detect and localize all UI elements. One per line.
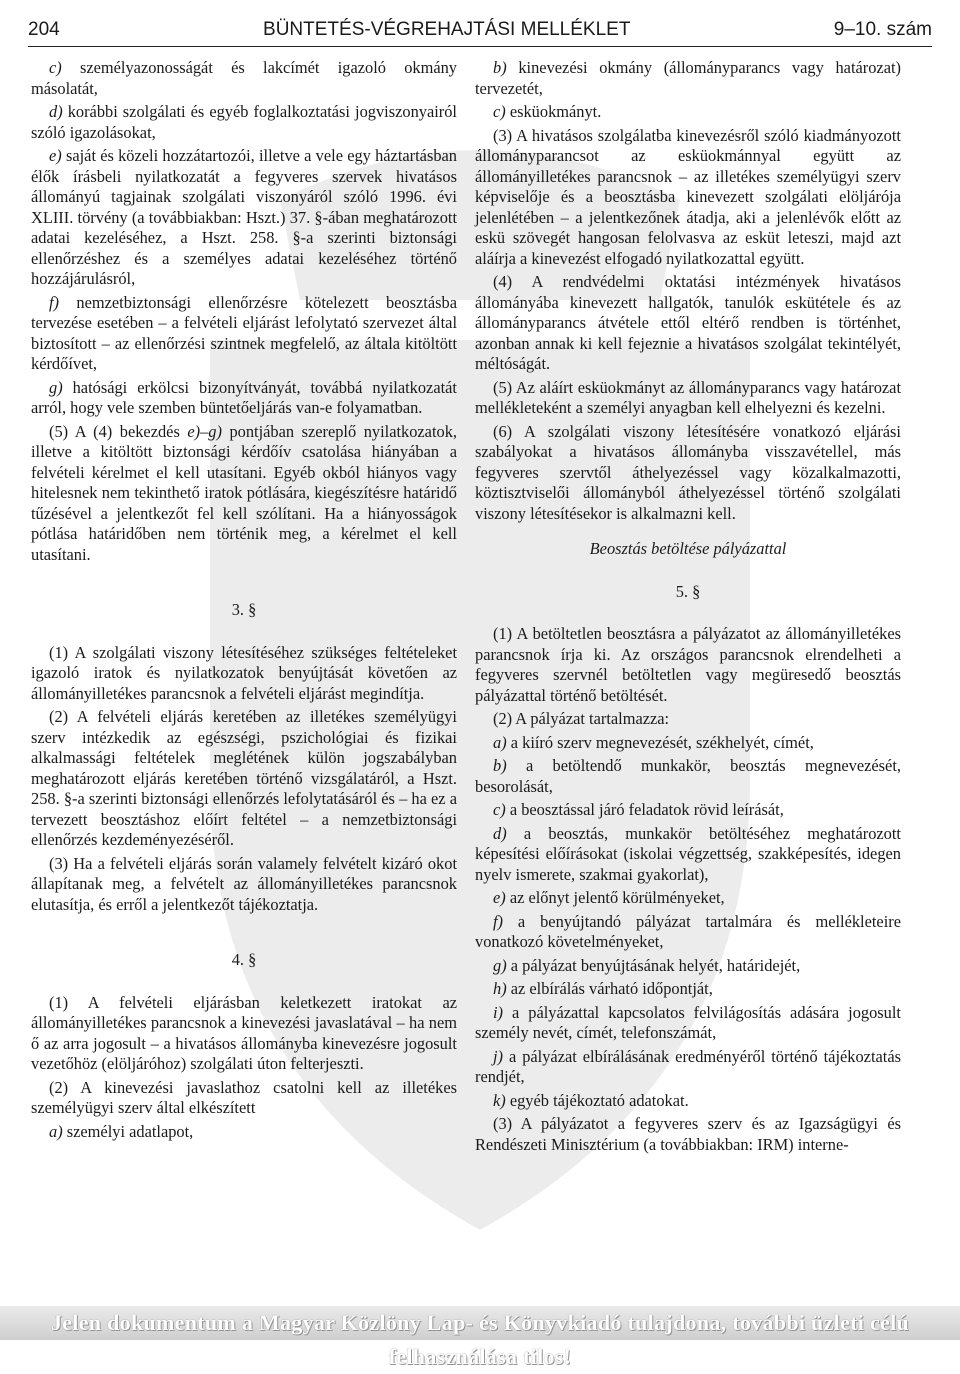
issue-number: 9–10. szám: [833, 19, 932, 40]
list-item: b) kinevezési okmány (állományparancs vagy határozat) tervezetét,: [475, 58, 901, 98]
section-subtitle: Beosztás betöltése pályázattal: [589, 539, 787, 558]
list-item: d) a beosztás, munkakör betöltéséhez meghatározott képesítési előírásokat (iskolai végzettség, szakképesítés, idegen nyelv ismerete, szakmai gyakorlat),: [475, 823, 901, 884]
list-item: e) saját és közeli hozzátartozói, illetve a vele egy háztartásban élők írásbeli nyilatkozatát a fegyveres szervek hivatásos állományú tagjainak szolgálati viszonyáról szóló 1996. évi XLIII. törvény (a továbbiakban: Hszt.) 37. §-ában meghatározott adatai kezeléséhez, a Hszt. 258. §-a szerinti biztonsági ellenőrzéshez és a személyes adatai kezeléséhez történő hozzájárulásról,: [31, 146, 457, 288]
paragraph: (6) A szolgálati viszony létesítésére vonatkozó eljárási szabályokat a hivatásos állományba visszavétellel, más fegyveres szervtől áthelyezéssel vagy közalkalmazotti, köztisztviselői állományból áthelyezéssel történő szolgálati viszony létesítésekor is alkalmazni kell.: [475, 421, 901, 523]
paragraph: (2) A kinevezési javaslathoz csatolni kell az illetékes személyügyi szerv által elkészített: [31, 1077, 457, 1117]
list-item: c) esküokmányt.: [493, 102, 602, 121]
list-item: g) a pályázat benyújtásának helyét, határidejét,: [493, 955, 801, 975]
page-header: [28, 14, 932, 47]
list-item: f) nemzetbiztonsági ellenőrzésre kötelezett beosztásba tervezése esetében – a felvételi eljárást lefolytató szervezet által biztosított – az ellenőrzési szintnek megfelelő, az általa kitöltött kérdőívet,: [31, 292, 457, 373]
paragraph: (5) A (4) bekezdés e)–g) pontjában szereplő nyilatkozatok, illetve a kitöltött biztonsági kérdőív csatolása hiányában a felvételi kérelmet el kell utasítani. Egyéb okból hiányos vagy hitelesnek nem tekinthető iratok pótlására, kiegészítésre határidő tűzésével a jelentkezőt fel kell szólítani. Ha a hiányosságok pótlása határidőben nem történik meg, a kérelmet el kell utasítani.: [31, 421, 457, 564]
section-heading: 5. §: [675, 581, 701, 601]
publication-title: BÜNTETÉS-VÉGREHAJTÁSI MELLÉKLET: [263, 19, 631, 40]
paragraph: (1) A felvételi eljárásban keletkezett iratokat az állományilletékes parancsnok a kinevezési javaslatával – ha nem ő az arra jogosult – a hivatásos állományba kinevezésre jogosult vezetőhöz (elöljáróhoz) szolgálati úton felterjeszti.: [31, 992, 457, 1073]
left-column: [31, 58, 457, 1145]
paragraph: (1) A szolgálati viszony létesítéséhez szükséges feltételeket igazoló iratok és nyilatkozatok benyújtását követően az állományilletékes parancsnok a felvételi eljárást megindítja.: [31, 642, 457, 703]
list-item: c) a beosztással járó feladatok rövid leírását,: [493, 800, 784, 819]
list-item: a) személyi adatlapot,: [49, 1121, 194, 1141]
paragraph: (4) A rendvédelmi oktatási intézmények hivatásos állományába kinevezett hallgatók, tanulók eskütétele és az állományparancs átvétele ettől eltérő rendben is történhet, azonban annak ki kell fejeznie a hivatásos szolgálat tekintélyét, méltóságát.: [475, 272, 901, 373]
paragraph: (3) A pályázatot a fegyveres szerv és az Igazságügyi és Rendészeti Minisztérium (a továbbiakban: IRM) interne-: [475, 1114, 901, 1154]
section-heading: 3. §: [231, 600, 257, 619]
section-heading: 4. §: [231, 950, 257, 969]
paragraph: (1) A betöltetlen beosztásra a pályázatot az állományilletékes parancsnok írja ki. Az országos parancsnok elrendelheti a fegyveres szervnél betöltetlen vagy megüresedő beosztás pályázattal történő betöltését.: [475, 624, 901, 705]
paragraph: (2) A felvételi eljárás keretében az illetékes személyügyi szerv intézkedik az egészségi, pszichológiai és fizikai alkalmassági feltételek meglétének külön jogszabályban meghatározott eljárás keretében történő vizsgálatáról, a Hszt. 258. §-a szerinti biztonsági ellenőrzés lefolytatásáról és – ha ez a tervezett beosztáshoz előírt feltétel – a nemzetbiztonsági ellenőrzés kezdeményezéséről.: [31, 707, 457, 849]
list-item: h) az elbírálás várható időpontját,: [493, 979, 713, 998]
list-item: k) egyéb tájékoztató adatokat.: [493, 1090, 689, 1110]
list-item: g) hatósági erkölcsi bizonyítványát, továbbá nyilatkozatát arról, hogy vele szemben büntetőeljárás van-e folyamatban.: [31, 377, 457, 417]
list-item: b) a betöltendő munkakör, beosztás megnevezését, besorolását,: [475, 756, 901, 796]
paragraph: (3) Ha a felvételi eljárás során valamely felvételt kizáró okot állapítanak meg, a felvételt az állományilletékes parancsnok elutasítja, és erről a jelentkezőt tájékoztatja.: [31, 853, 457, 914]
copyright-footer: Jelen dokumentum a Magyar Közlöny Lap- és Könyvkiadó tulajdona, további üzleti célú felhasználása tilos!: [0, 1306, 960, 1340]
paragraph: (5) Az aláírt esküokmányt az állományparancs vagy határozat mellékleteként a személyi anyagban kell elhelyezni és kezelni.: [475, 377, 901, 417]
list-item: f) a benyújtandó pályázat tartalmára és mellékleteire vonatkozó követelményeket,: [475, 911, 901, 951]
list-item: e) az előnyt jelentő körülményeket,: [493, 888, 725, 907]
list-item: d) korábbi szolgálati és egyéb foglalkoztatási jogviszonyairól szóló igazolásokat,: [31, 102, 457, 142]
list-item: c) személyazonosságát és lakcímét igazoló okmány másolatát,: [31, 58, 457, 98]
paragraph: (3) A hivatásos szolgálatba kinevezésről szóló kiadmányozott állományparancsot az esküokmánnyal együtt az állományilletékes parancsnok – az illetékes személyügyi szerv képviselője és a beosztásba kinevezett szolgálati elöljárója jelenlétében – a jelentkezőnek átadja, aki a jelenlévők előtt az eskü szövegét hangosan felolvasva az esküt leteszi, majd azt aláírja a kinevezést elfogadó nyilatkozattal együtt.: [475, 125, 901, 268]
right-column: [475, 58, 901, 1158]
list-item: a) a kiíró szerv megnevezését, székhelyét, címét,: [493, 732, 814, 752]
list-item: j) a pályázat elbírálásának eredményéről történő tájékoztatás rendjét,: [475, 1046, 901, 1086]
list-item: i) a pályázattal kapcsolatos felvilágosítás adására jogosult személy nevét, címét, telefonszámát,: [475, 1002, 901, 1042]
page-number: 204: [28, 19, 60, 40]
paragraph: (2) A pályázat tartalmazza:: [493, 709, 670, 728]
